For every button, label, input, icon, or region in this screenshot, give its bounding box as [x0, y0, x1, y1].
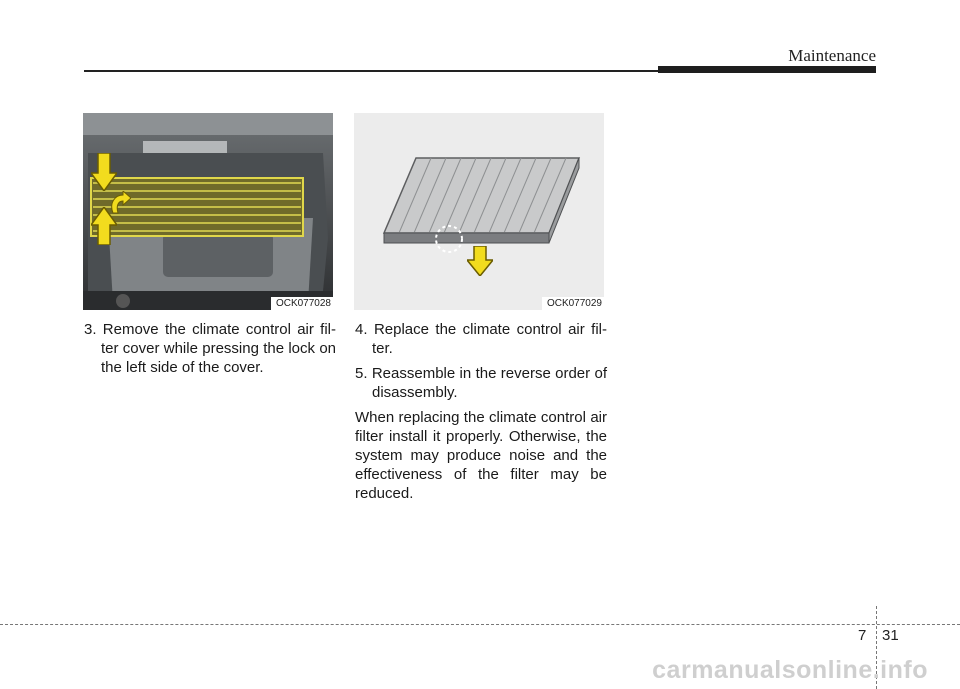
- footer-rule: [0, 624, 960, 625]
- chapter-number: 7: [858, 627, 867, 644]
- step-4: 4. Replace the climate control air fil- ter.: [355, 321, 607, 357]
- figure-code: OCK077029: [542, 297, 604, 310]
- left-column: [84, 320, 336, 383]
- header-rule: [84, 70, 660, 72]
- note-paragraph: When replacing the climate control air filter install it properly. Otherwise, the system may produce noise and the effectiveness of the filter may be reduced.: [355, 409, 607, 502]
- arrow-down-icon: [91, 153, 117, 191]
- right-column: [355, 320, 607, 503]
- rotate-arrow-icon: [109, 191, 131, 217]
- arrow-down-icon: [467, 246, 493, 276]
- header-bar: [658, 66, 876, 73]
- figure-code: OCK077028: [271, 297, 333, 310]
- page-number: 31: [882, 627, 899, 644]
- section-title: Maintenance: [788, 46, 876, 65]
- figure-filter-cover: [83, 113, 333, 310]
- step-3: 3. Remove the climate control air fil- ter cover while pressing the lock on the left side of the cover.: [84, 321, 336, 376]
- step-5: 5. Reassemble in the reverse order of disassembly.: [355, 365, 607, 401]
- figure-air-filter: [354, 113, 604, 310]
- air-filter-illustration: [354, 113, 604, 310]
- watermark: carmanualsonline.info: [652, 656, 928, 684]
